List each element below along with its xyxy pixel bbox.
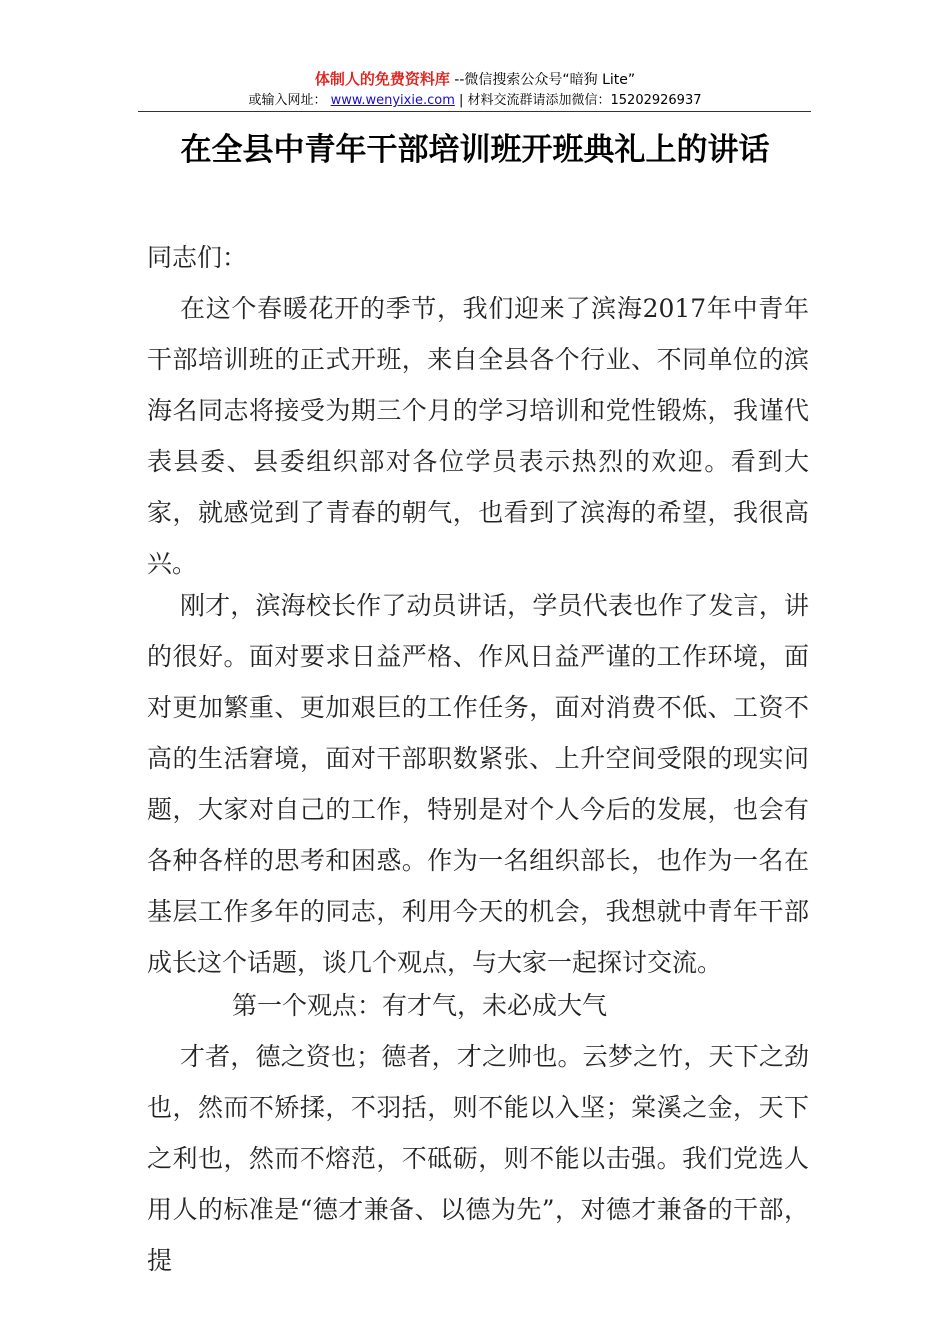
section-heading-1: 第一个观点：有才气，未必成大气 [232,991,608,1020]
paragraph-3: 才者，德之资也；德者，才之帅也。云梦之竹，天下之劲也，然而不矫揉，不羽括，则不能以入坚；棠溪之金，天下之利也，然而不熔范，不砥砺，则不能以击强。我们党选人用人的标准是“德才兼备、以德为先”，对德才兼备的干部，提 [147,1042,809,1275]
brand-name: 体制人的免费资料库 [314,70,450,88]
paragraph-2: 刚才，滨海校长作了动员讲话，学员代表也作了发言，讲的很好。面对要求日益严格、作风日益严谨的工作环境，面对更加繁重、更加艰巨的工作任务，面对消费不低、工资不高的生活窘境，面对干部职数紧张、上升空间受限的现实问题，大家对自己的工作，特别是对个人今后的发展，也会有各种各样的思考和困惑。作为一名组织部长，也作为一名在基层工作多年的同志，利用今天的机会，我想就中青年干部成长这个话题，谈几个观点，与大家一起探讨交流。 [147,591,809,977]
paragraph-1: 在这个春暖花开的季节，我们迎来了滨海2017年中青年干部培训班的正式开班，来自全县各个行业、不同单位的滨海名同志将接受为期三个月的学习培训和党性锻炼，我谨代表县委、县委组织部对各位学员表示热烈的欢迎。看到大家，就感觉到了青春的朝气，也看到了滨海的希望，我很高兴。 [147,294,809,578]
url-prefix: 或输入网址： [248,93,327,108]
header-contact-line [0,92,950,109]
header-banner [0,70,950,89]
website-link[interactable]: www.wenyixie.com [330,93,455,108]
header-tagline: --微信搜索公众号“暗狗 Lite” [454,72,636,88]
document-title: 在全县中青年干部培训班开班典礼上的讲话 [180,132,770,168]
contact-suffix: | 材料交流群请添加微信：15202926937 [459,93,702,108]
salutation: 同志们： [147,243,248,272]
header-divider [138,111,811,112]
